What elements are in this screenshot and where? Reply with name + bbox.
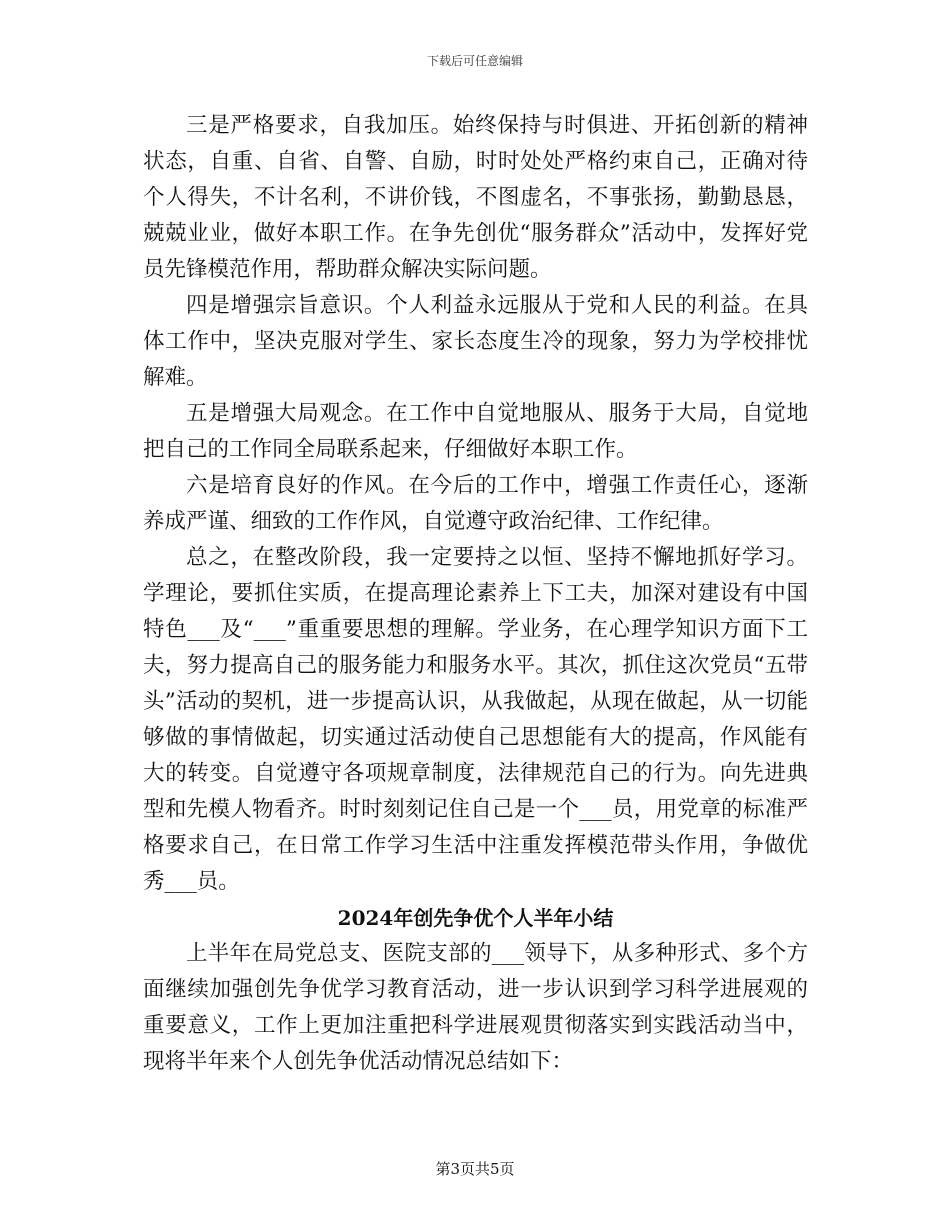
page-footer: 第3页共5页	[435, 1160, 515, 1178]
paragraph-section-intro: 上半年在局党总支、医院支部的___领导下，从多种形式、多个方面继续加强创先争优学习教育活动，进一步认识到学习科学进展观的重要意义，工作上更加注重把科学进展观贯彻落实到实践活动当中，现将半年来个人创先争优活动情况总结如下：	[143, 941, 808, 1074]
document-body	[143, 108, 808, 1080]
paragraph-overall-view: 五是增强大局观念。在工作中自觉地服从、服务于大局，自觉地把自己的工作同全局联系起来，仔细做好本职工作。	[143, 401, 808, 462]
paragraph-good-style: 六是培育良好的作风。在今后的工作中，增强工作责任心，逐渐养成严谨、细致的工作作风，自觉遵守政治纪律、工作纪律。	[143, 473, 808, 534]
paragraph-conclusion: 总之，在整改阶段，我一定要持之以恒、坚持不懈地抓好学习。学理论，要抓住实质，在提高理论素养上下工夫，加深对建设有中国特色___及“___”重重要思想的理解。学业务，在心理学知识方面下工夫，努力提高自己的服务能力和服务水平。其次，抓住这次党员“五带头”活动的契机，进一步提高认识，从我做起，从现在做起，从一切能够做的事情做起，切实通过活动使自己思想能有大的提高，作风能有大的转变。自觉遵守各项规章制度，法律规范自己的行为。向先进典型和先模人物看齐。时时刻刻记住自己是一个___员，用党章的标准严格要求自己，在日常工作学习生活中注重发挥模范带头作用，争做优秀___员。	[143, 545, 808, 894]
paragraph-purpose-awareness: 四是增强宗旨意识。个人利益永远服从于党和人民的利益。在具体工作中，坚决克服对学生、家长态度生冷的现象，努力为学校排忧解难。	[143, 293, 808, 390]
section-title: 2024年创先争优个人半年小结	[337, 906, 614, 930]
page-header: 下载后可任意编辑	[426, 54, 523, 68]
paragraph-strict-requirements: 三是严格要求，自我加压。始终保持与时俱进、开拓创新的精神状态，自重、自省、自警、自励，时时处处严格约束自己，正确对待个人得失，不计名利，不讲价钱，不图虚名，不事张扬，勤勤恳恳，兢兢业业，做好本职工作。在争先创优“服务群众”活动中，发挥好党员先锋模范作用，帮助群众解决实际问题。	[143, 113, 808, 282]
